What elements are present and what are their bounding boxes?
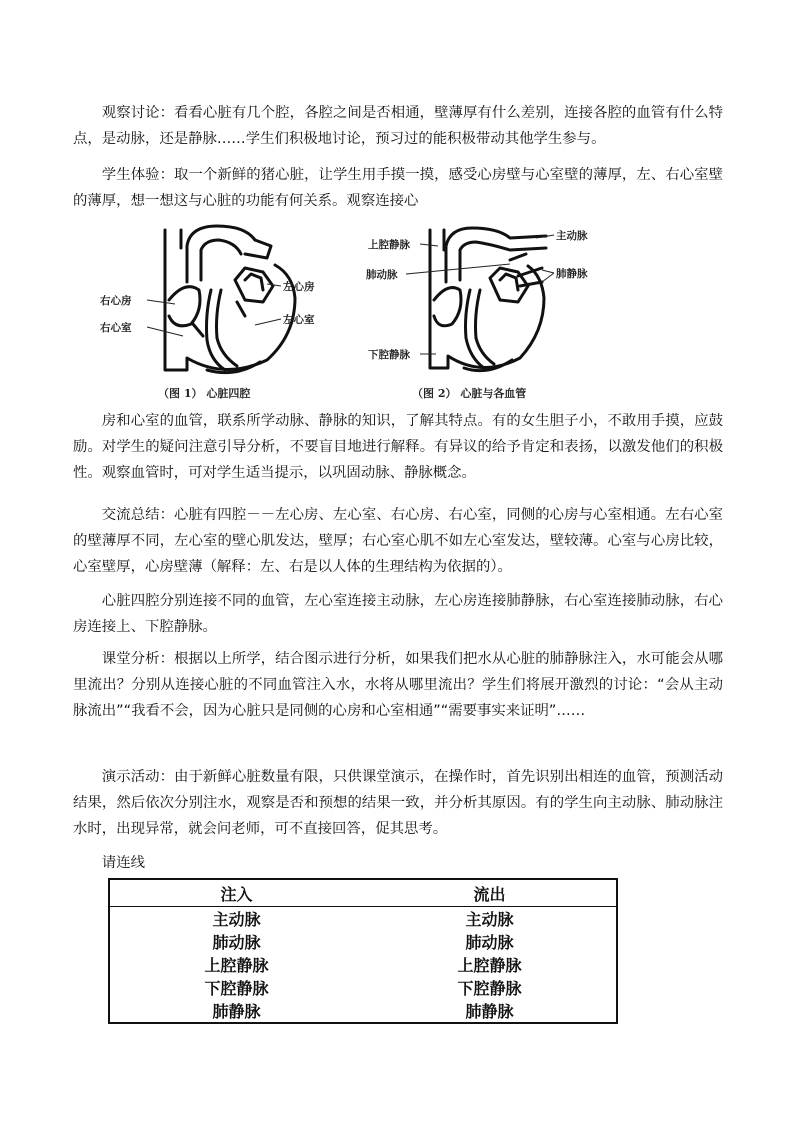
paragraph-student-experience: 学生体验：取一个新鲜的猪心脏，让学生用手摸一摸，感受心房壁与心室壁的薄厚，左、右心室壁的薄厚，想一想这与心脏的功能有何关系。观察连接心 bbox=[73, 167, 723, 209]
paragraph-chamber-vessels: 心脏四腔分别连接不同的血管，左心室连接主动脉，左心房连接肺静脉，右心室连接肺动脉，右心房连接上、下腔静脉。 bbox=[73, 593, 723, 635]
label-right-ventricle: 右心室 bbox=[100, 322, 132, 334]
label-left-ventricle: 左心室 bbox=[283, 314, 315, 326]
table-cell: 肺静脉 bbox=[465, 1002, 514, 1021]
table-cell: 下腔静脉 bbox=[457, 979, 522, 998]
figure1-caption: （图 1） 心脏四腔 bbox=[158, 387, 251, 400]
paragraph-summary: 交流总结：心脏有四腔－－左心房、左心室、右心房、右心室，同侧的心房与心室相通。左右心室的壁薄厚不同，左心室的壁心肌发达，壁厚；右心室心肌不如左心室发达，壁较薄。心室与心房比较，心室壁厚，心房壁薄（解释：左、右是以人体的生理结构为依据的）。 bbox=[73, 507, 723, 575]
table-row bbox=[109, 999, 617, 1023]
table-header: 注入 bbox=[109, 879, 363, 907]
label-superior-vena-cava: 上腔静脉 bbox=[368, 239, 410, 251]
paragraph-class-analysis: 课堂分析：根据以上所学，结合图示进行分析，如果我们把水从心脏的肺静脉注入，水可能会从哪里流出？分别从连接心脏的不同血管注入水，水将从哪里流出？学生们将展开激烈的讨论：“会从主动脉流出”“我看不会，因为心脏只是同侧的心房和心室相通”“需要事实来证明”…… bbox=[73, 651, 723, 719]
table-cell: 下腔静脉 bbox=[204, 979, 269, 998]
paragraph-connect-lines: 请连线 bbox=[101, 855, 145, 871]
table-row bbox=[109, 907, 617, 931]
connect-lines-table bbox=[108, 878, 618, 1024]
label-inferior-vena-cava: 下腔静脉 bbox=[368, 349, 410, 361]
table-row bbox=[109, 953, 617, 976]
table-row bbox=[109, 976, 617, 999]
table-cell: 肺动脉 bbox=[465, 933, 514, 952]
label-left-atrium: 左心房 bbox=[283, 281, 315, 293]
table-cell: 主动脉 bbox=[212, 910, 261, 929]
paragraph-observe-discuss: 观察讨论：看看心脏有几个腔，各腔之间是否相通，壁薄厚有什么差别，连接各腔的血管有什么特点，是动脉，还是静脉……学生们积极地讨论，预习过的能积极带动其他学生参与。 bbox=[73, 105, 723, 147]
paragraph-vessels: 房和心室的血管，联系所学动脉、静脉的知识，了解其特点。有的女生胆子小，不敢用手摸，应鼓励。对学生的疑问注意引导分析，不要盲目地进行解释。有异议的给予肯定和表扬，以激发他们的积极性。观察血管时，可对学生适当提示，以巩固动脉、静脉概念。 bbox=[73, 413, 723, 481]
table-cell: 主动脉 bbox=[465, 910, 514, 929]
table-cell: 肺静脉 bbox=[212, 1002, 261, 1021]
figure1-heart-chambers bbox=[95, 220, 360, 385]
table-header: 流出 bbox=[363, 879, 617, 907]
label-right-atrium: 右心房 bbox=[100, 295, 132, 307]
paragraph-demo-activity: 演示活动：由于新鲜心脏数量有限，只供课堂演示，在操作时，首先识别出相连的血管，预测活动结果，然后依次分别注水，观察是否和预想的结果一致，并分析其原因。有的学生向主动脉、肺动脉注水时，出现异常，就会问老师，可不直接回答，促其思考。 bbox=[73, 769, 723, 837]
label-aorta: 主动脉 bbox=[556, 230, 588, 242]
table-cell: 肺动脉 bbox=[212, 933, 261, 952]
table-cell: 上腔静脉 bbox=[457, 956, 522, 975]
label-pulmonary-vein: 肺静脉 bbox=[556, 268, 588, 280]
table-cell: 上腔静脉 bbox=[204, 956, 269, 975]
table-row bbox=[109, 930, 617, 953]
figure2-heart-vessels bbox=[360, 220, 610, 385]
label-pulmonary-artery: 肺动脉 bbox=[366, 269, 398, 281]
table-header-row bbox=[109, 879, 617, 907]
figure2-caption: （图 2） 心脏与各血管 bbox=[412, 387, 527, 400]
